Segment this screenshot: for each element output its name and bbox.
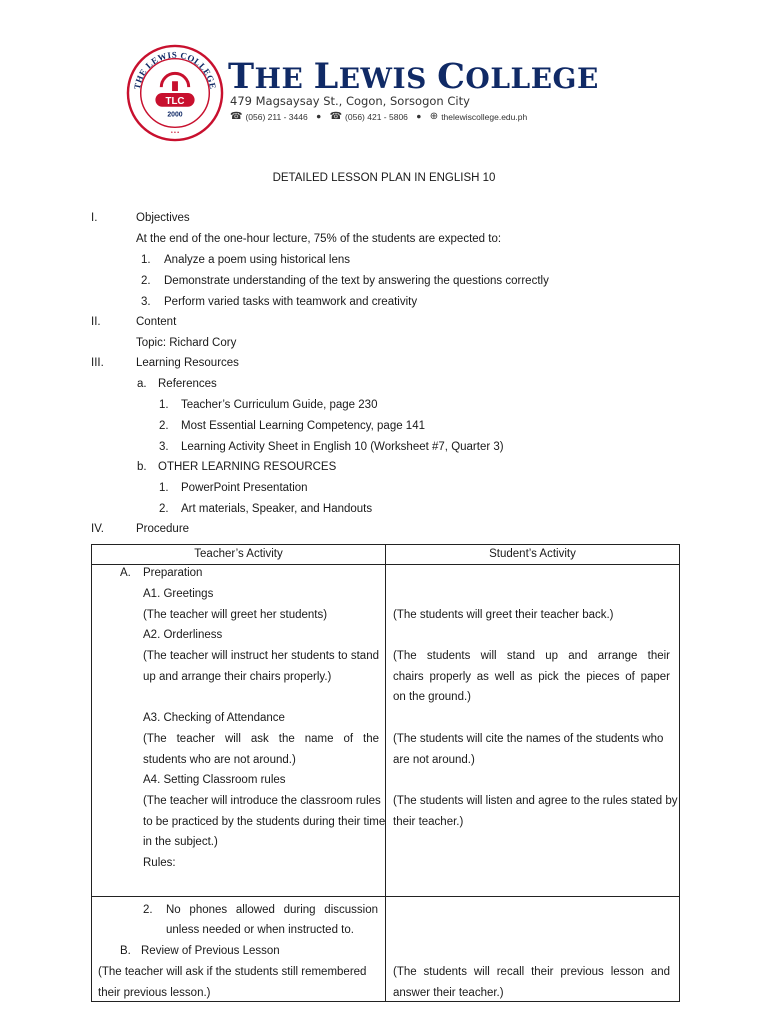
list-number: 2. [143, 904, 153, 916]
section-numeral: III. [91, 357, 104, 369]
list-number: 1. [159, 399, 169, 411]
substep-greetings: A1. Greetings [143, 588, 214, 600]
teacher-instruction: (The teacher will ask if the students still remembered [98, 966, 367, 978]
student-response: (The students will listen and agree to the rules stated by [393, 795, 678, 807]
reference-item: Most Essential Learning Competency, page 141 [181, 420, 425, 432]
substep-classroom-rules: A4. Setting Classroom rules [143, 774, 286, 786]
svg-text:2000: 2000 [167, 111, 183, 119]
student-response: (The students will greet their teacher back.) [393, 609, 614, 621]
globe-icon: ⊕ [429, 111, 439, 122]
list-number: 2. [141, 275, 151, 287]
substep-orderliness: A2. Orderliness [143, 629, 223, 641]
student-response: (The students will cite the names of the students who [393, 733, 664, 745]
objective-item: Perform varied tasks with teamwork and creativity [164, 296, 418, 308]
teacher-instruction: (The teacher will introduce the classroom rules [143, 795, 381, 807]
student-response: answer their teacher.) [393, 987, 504, 999]
student-response: (The students will stand up and arrange their [393, 650, 670, 662]
list-letter: b. [137, 461, 147, 473]
phone-icon: ☎ [230, 111, 243, 122]
procedure-table [91, 544, 680, 1002]
resource-item: PowerPoint Presentation [181, 482, 308, 494]
teacher-instruction: students who are not around.) [143, 754, 296, 766]
college-contacts: ☎ (056) 211 - 3446 ● ☎ (056) 421 - 5806 ● ⊕ thelewiscollege.edu.ph [230, 111, 528, 122]
list-letter: A. [120, 567, 131, 579]
list-number: 1. [141, 254, 151, 266]
college-seal-icon [126, 44, 224, 142]
resource-item: Art materials, Speaker, and Handouts [181, 503, 373, 515]
rule-item: No phones allowed during discussion [166, 904, 378, 916]
teacher-instruction: in the subject.) [143, 836, 218, 848]
column-header-teacher: Teacher’s Activity [92, 545, 386, 565]
student-activity-cell [386, 565, 680, 897]
student-response: (The students will recall their previous lesson and [393, 966, 670, 978]
section-heading-content: Content [136, 316, 177, 328]
objective-item: Demonstrate understanding of the text by answering the questions correctly [164, 275, 549, 287]
table-header-row [92, 545, 680, 565]
list-number: 2. [159, 420, 169, 432]
objective-item: Analyze a poem using historical lens [164, 254, 351, 266]
subheading-other-resources: OTHER LEARNING RESOURCES [158, 461, 337, 473]
teacher-activity-cell [92, 565, 386, 897]
section-heading-objectives: Objectives [136, 212, 190, 224]
rules-label: Rules: [143, 857, 176, 869]
student-activity-cell [386, 897, 680, 1002]
student-response: their teacher.) [393, 816, 464, 828]
table-row [92, 565, 680, 897]
teacher-instruction: (The teacher will greet her students) [143, 609, 328, 621]
student-response: on the ground.) [393, 691, 472, 703]
section-heading-procedure: Procedure [136, 523, 190, 535]
document-title: DETAILED LESSON PLAN IN ENGLISH 10 [272, 172, 496, 184]
table-row [92, 897, 680, 1002]
teacher-instruction: (The teacher will ask the name of the [143, 733, 379, 745]
college-header [124, 38, 610, 148]
reference-item: Learning Activity Sheet in English 10 (Worksheet #7, Quarter 3) [181, 441, 504, 453]
section-numeral: I. [91, 212, 98, 224]
student-response: chairs properly as well as pick the pieces of paper [393, 671, 670, 683]
list-letter: a. [137, 378, 147, 390]
substep-attendance: A3. Checking of Attendance [143, 712, 285, 724]
college-address: 479 Magsaysay St., Cogon, Sorsogon City [230, 94, 470, 108]
list-letter: B. [120, 945, 131, 957]
svg-text:THE LEWIS COLLEGE: THE LEWIS COLLEGE [131, 49, 219, 91]
section-numeral: II. [91, 316, 101, 328]
subheading-references: References [158, 378, 217, 390]
objectives-intro: At the end of the one-hour lecture, 75% of the students are expected to: [136, 233, 502, 245]
svg-text:TLC: TLC [165, 95, 185, 107]
student-response: are not around.) [393, 754, 475, 766]
step-heading-preparation: Preparation [143, 567, 203, 579]
svg-text:• • •: • • • [170, 129, 180, 137]
teacher-instruction: to be practiced by the students during their time [143, 816, 386, 828]
teacher-instruction: up and arrange their chairs properly.) [143, 671, 332, 683]
teacher-instruction: (The teacher will instruct her students to stand [143, 650, 379, 662]
list-number: 2. [159, 503, 169, 515]
column-header-student: Student’s Activity [386, 545, 680, 565]
reference-item: Teacher’s Curriculum Guide, page 230 [181, 399, 378, 411]
college-name: THE LEWIS COLLEGE [228, 56, 599, 97]
teacher-activity-cell [92, 897, 386, 1002]
phone-icon: ☎ [329, 111, 343, 122]
step-heading-review: Review of Previous Lesson [141, 945, 280, 957]
teacher-instruction: their previous lesson.) [98, 987, 211, 999]
list-number: 3. [141, 296, 151, 308]
section-numeral: IV. [91, 523, 105, 535]
section-heading-resources: Learning Resources [136, 357, 239, 369]
rule-item: unless needed or when instructed to. [166, 924, 354, 936]
content-topic: Topic: Richard Cory [136, 337, 237, 349]
list-number: 1. [159, 482, 169, 494]
list-number: 3. [159, 441, 169, 453]
